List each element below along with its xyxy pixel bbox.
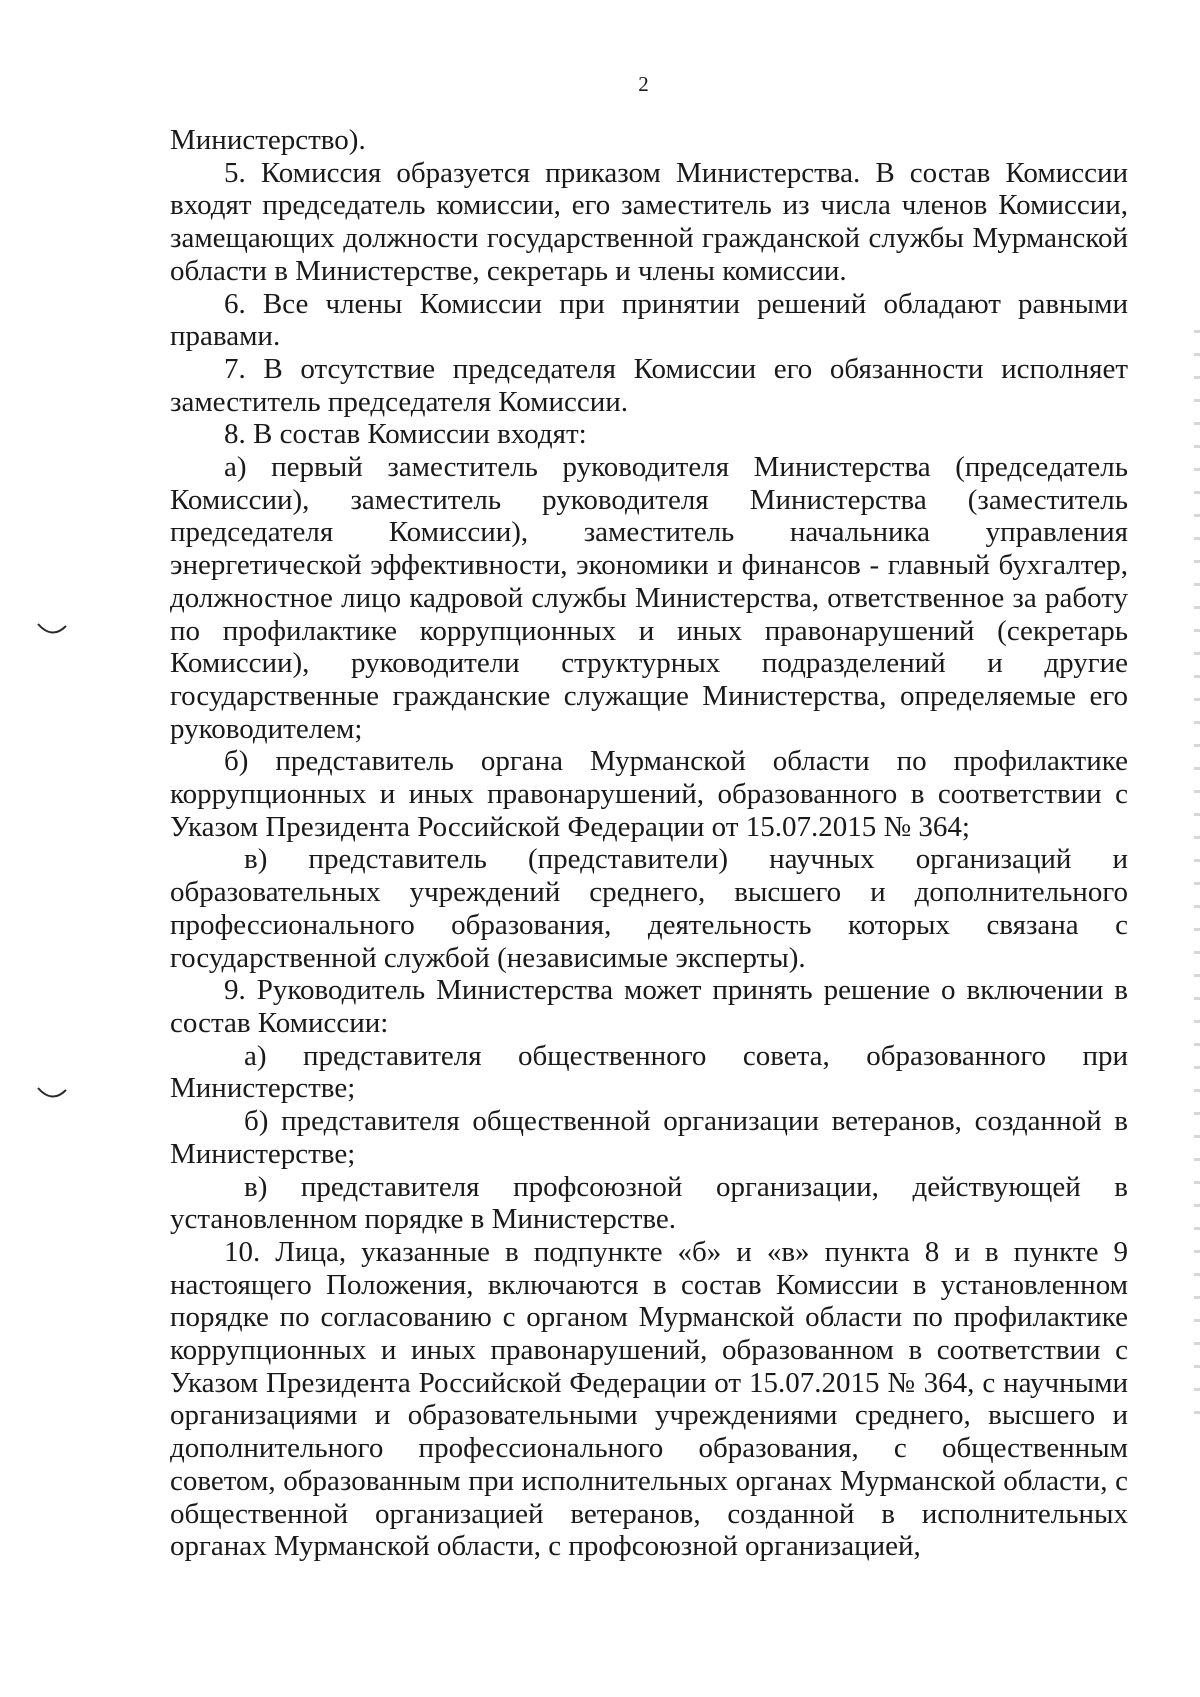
document-body (170, 124, 1128, 1563)
paragraph-item-8v: в) представитель (представители) научных организаций и образовательных учреждений среднего, высшего и дополнительного профессионального образования, деятельность которых связана с государственной службой (независимые эксперты). (170, 843, 1128, 974)
paragraph-item-9v: в) представителя профсоюзной организации, действующей в установленном порядке в Министерстве. (170, 1170, 1128, 1236)
paragraph-item-5: 5. Комиссия образуется приказом Министерства. В состав Комиссии входят председатель комиссии, его заместитель из числа членов Комиссии, замещающих должности государственной гражданской службы Мурманской области в Министерстве, секретарь и члены комиссии. (170, 156, 1128, 287)
punch-hole-mark (36, 1086, 68, 1102)
paragraph-item-7: 7. В отсутствие председателя Комиссии его обязанности исполняет заместитель председателя Комиссии. (170, 352, 1128, 418)
paragraph-item-10: 10. Лица, указанные в подпункте «б» и «в» пункта 8 и в пункте 9 настоящего Положения, включаются в состав Комиссии в установленном порядке по согласованию с органом Мурманской области по профилактике коррупционных и иных правонарушений, образованном в соответствии с Указом Президента Российской Федерации от 15.07.2015 № 364, с научными организациями и образовательными учреждениями среднего, высшего и дополнительного профессионального образования, с общественным советом, образованным при исполнительных органах Мурманской области, с общественной организацией ветеранов, созданной в исполнительных органах Мурманской области, с профсоюзной организацией, (170, 1235, 1128, 1563)
paragraph-continuation: Министерство). (170, 124, 366, 156)
paragraph-item-9b: б) представителя общественной организации ветеранов, созданной в Министерстве; (170, 1105, 1128, 1170)
punch-hole-mark (36, 622, 68, 638)
paragraph-item-6: 6. Все члены Комиссии при принятии решений обладают равными правами. (170, 287, 1128, 353)
paragraph-item-9a: а) представителя общественного совета, образованного при Министерстве; (170, 1039, 1128, 1105)
paragraph-item-8a: а) первый заместитель руководителя Министерства (председатель Комиссии), заместитель руководителя Министерства (заместитель председателя Комиссии), заместитель начальника управления энергетической эффективности, экономики и финансов - главный бухгалтер, должностное лицо кадровой службы Министерства, ответственное за работу по профилактике коррупционных и иных правонарушений (секретарь Комиссии), руководители структурных подразделений и другие государственные гражданские служащие Министерства, определяемые его руководителем; (170, 451, 1128, 745)
paragraph-item-9: 9. Руководитель Министерства может принять решение о включении в состав Комиссии: (170, 974, 1128, 1039)
page-number: 2 (638, 72, 649, 96)
paragraph-item-8: 8. В состав Комиссии входят: (224, 418, 587, 451)
scan-edge-artifact (1194, 330, 1200, 1430)
paragraph-item-8b: б) представитель органа Мурманской области по профилактике коррупционных и иных правонарушений, образованного в соответствии с Указом Президента Российской Федерации от 15.07.2015 № 364; (170, 745, 1128, 843)
